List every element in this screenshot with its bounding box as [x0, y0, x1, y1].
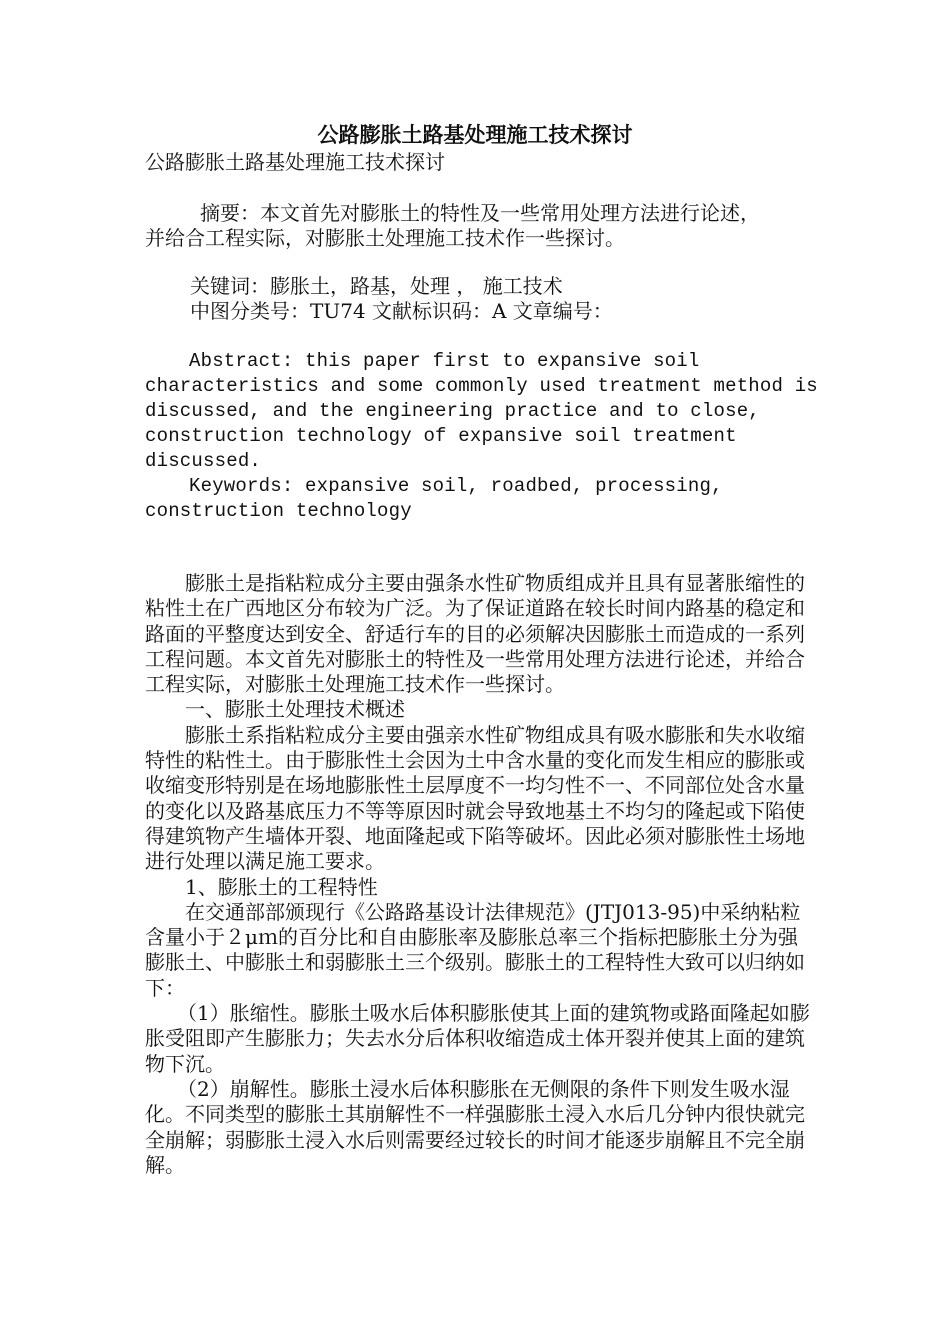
abstract-en-line-3: discussed, and the engineering practice and to close,	[145, 400, 760, 422]
list-item-2: （2）崩解性。膨胀土浸水后体积膨胀在无侧限的条件下则发生吸水湿化。不同类型的膨胀土其崩解性不一样强膨胀土浸入水后几分钟内很快就完全崩解；弱膨胀土浸入水后则需要经过较长的时间才能逐步崩解且不完全崩解。	[145, 1076, 805, 1177]
keywords-en-line-2: construction technology	[145, 500, 412, 522]
abstract-cn-line-2: 并给合工程实际，对膨胀土处理施工技术作一些探讨。	[145, 226, 625, 250]
document-title: 公路膨胀土路基处理施工技术探讨	[317, 122, 633, 147]
classification-line: 中图分类号：TU74 文献标识码：A 文章编号：	[190, 299, 613, 323]
subsection-1-1-paragraph: 在交通部部颁现行《公路路基设计法律规范》(JTJ013-95)中采纳粘粒含量小于２μｍ的百分比和自由膨胀率及膨胀总率三个指标把膨胀土分为强膨胀土、中膨胀土和弱膨胀土三个级别。膨胀土的工程特性大致可以归纳如下：	[145, 899, 805, 1000]
document-subtitle: 公路膨胀土路基处理施工技术探讨	[145, 150, 445, 174]
abstract-en-line-5: discussed.	[145, 450, 262, 472]
subsection-heading-1-1: 1、膨胀土的工程特性	[185, 874, 378, 899]
abstract-en-line-2: characteristics and some commonly used treatment method is	[145, 375, 818, 397]
body-text	[145, 571, 810, 1178]
keywords-en-line-1: Keywords: expansive soil, roadbed, processing,	[189, 475, 723, 497]
intro-paragraph: 膨胀土是指粘粒成分主要由强条水性矿物质组成并且具有显著胀缩性的粘性土在广西地区分布较为广泛。为了保证道路在较长时间内路基的稳定和路面的平整度达到安全、舒适行车的目的必须解决因膨胀土而造成的一系列工程问题。本文首先对膨胀土的特性及一些常用处理方法进行论述，并给合工程实际，对膨胀土处理施工技术作一些探讨。	[145, 571, 805, 697]
list-item-1: （1）胀缩性。膨胀土吸水后体积膨胀使其上面的建筑物或路面隆起如膨胀受阻即产生膨胀力；失去水分后体积收缩造成土体开裂并使其上面的建筑物下沉。	[145, 1001, 810, 1076]
section-heading-1: 一、膨胀土处理技术概述	[185, 697, 405, 722]
keywords-cn: 关键词：膨胀土，路基，处理 ， 施工技术	[190, 274, 563, 298]
section-1-paragraph: 膨胀土系指粘粒成分主要由强亲水性矿物组成具有吸水膨胀和失水收缩特性的粘性土。由于膨胀性土会因为土中含水量的变化而发生相应的膨胀或收缩变形特别是在场地膨胀性土层厚度不一均匀性不一、不同部位处含水量的变化以及路基底压力不等等原因时就会导致地基土不均匀的隆起或下陷使得建筑物产生墙体开裂、地面隆起或下陷等破坏。因此必须对膨胀性土场地进行处理以满足施工要求。	[145, 722, 805, 874]
abstract-cn-line-1: 摘要：本文首先对膨胀土的特性及一些常用处理方法进行论述，	[200, 201, 760, 225]
abstract-en-line-4: construction technology of expansive soil treatment	[145, 425, 737, 447]
abstract-en-line-1: Abstract: this paper first to expansive soil	[189, 350, 700, 372]
